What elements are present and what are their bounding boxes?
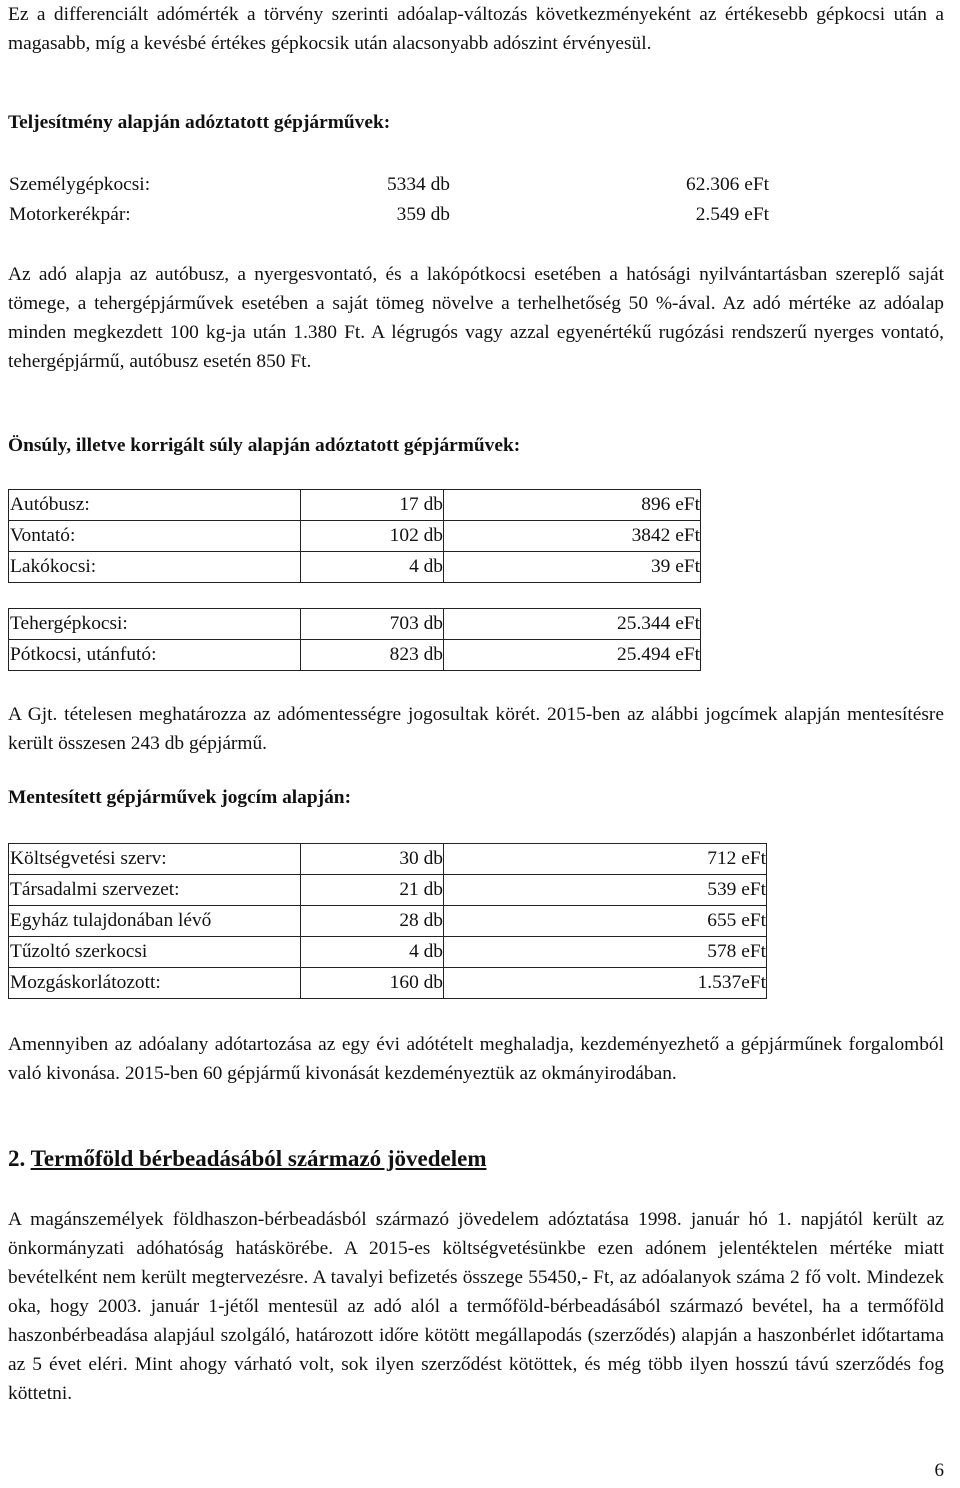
vehicle-label: Vontató: xyxy=(9,521,301,552)
weight-vehicles-table-2 xyxy=(8,608,701,671)
vehicle-amount: 578 eFt xyxy=(444,937,767,968)
table-row xyxy=(9,640,701,671)
exempt-vehicles-heading: Mentesített gépjárművek jogcím alapján: xyxy=(8,787,352,808)
vehicle-label: Személygépkocsi: xyxy=(9,174,151,195)
vehicle-label: Tehergépkocsi: xyxy=(9,609,301,640)
vehicle-label: Egyház tulajdonában lévő xyxy=(9,906,301,937)
vehicle-label: Tűzoltó szerkocsi xyxy=(9,937,301,968)
page-number: 6 xyxy=(934,1460,944,1481)
exempt-vehicles-table xyxy=(8,843,767,999)
vehicle-amount: 62.306 eFt xyxy=(686,174,769,195)
weight-vehicles-heading: Önsúly, illetve korrigált súly alapján adóztatott gépjárművek: xyxy=(8,435,521,456)
vehicle-amount: 712 eFt xyxy=(444,844,767,875)
intro-paragraph: Ez a differenciált adómérték a törvény szerinti adóalap-változás következményeként az értékesebb gépkocsi után a magasabb, míg a kevésbé értékes gépkocsik után alacsonyabb adószint érvényesül. xyxy=(8,4,944,54)
table-row xyxy=(9,844,767,875)
table-row xyxy=(9,875,767,906)
vehicle-label: Motorkerékpár: xyxy=(9,204,131,225)
vehicle-label: Lakókocsi: xyxy=(9,552,301,583)
section-title-text: Termőföld bérbeadásából származó jövedelem xyxy=(30,1146,487,1171)
vehicle-count: 4 db xyxy=(301,552,444,583)
table-row xyxy=(9,937,767,968)
vehicle-label: Társadalmi szervezet: xyxy=(9,875,301,906)
table-row xyxy=(9,521,701,552)
vehicle-count: 5334 db xyxy=(386,174,450,195)
vehicle-amount: 1.537eFt xyxy=(444,968,767,999)
vehicle-count: 160 db xyxy=(301,968,444,999)
vehicle-amount: 2.549 eFt xyxy=(695,204,769,225)
table-row xyxy=(8,200,940,230)
vehicle-count: 28 db xyxy=(301,906,444,937)
vehicle-amount: 25.494 eFt xyxy=(444,640,701,671)
vehicle-count: 359 db xyxy=(396,204,450,225)
vehicle-label: Pótkocsi, utánfutó: xyxy=(9,640,301,671)
tax-basis-paragraph: Az adó alapja az autóbusz, a nyergesvontató, és a lakópótkocsi esetében a hatósági nyilvántartásban szereplő saját tömege, a tehergépjárművek esetében a saját tömeg növelve a terhelhetőség 50 %-ával. Az adó mértéke az adóalap minden megkezdett 100 kg-ja után 1.380 Ft. A légrugós vagy azzal egyenértékű rugózási rendszerű nyerges vontató, tehergépjármű, autóbusz esetén 850 Ft. xyxy=(8,264,944,372)
weight-vehicles-table-1 xyxy=(8,489,701,583)
vehicle-count: 4 db xyxy=(301,937,444,968)
vehicle-amount: 25.344 eFt xyxy=(444,609,701,640)
vehicle-count: 102 db xyxy=(301,521,444,552)
vehicle-count: 823 db xyxy=(301,640,444,671)
empty-cell xyxy=(769,200,940,230)
vehicle-amount: 3842 eFt xyxy=(444,521,701,552)
table-row xyxy=(9,906,767,937)
exemption-paragraph: A Gjt. tételesen meghatározza az adómentességre jogosultak körét. 2015-ben az alábbi jogcímek alapján mentesítésre került összesen 243 db gépjármű. xyxy=(8,704,944,754)
table-row xyxy=(9,609,701,640)
performance-vehicles-table xyxy=(8,170,940,230)
table-row xyxy=(9,552,701,583)
empty-cell xyxy=(769,170,940,200)
section-2-title xyxy=(8,1146,486,1172)
vehicle-amount: 539 eFt xyxy=(444,875,767,906)
vehicle-label: Mozgáskorlátozott: xyxy=(9,968,301,999)
section-2-paragraph: A magánszemélyek földhaszon-bérbeadásból származó jövedelem adóztatása 1998. január hó 1. napjától került az önkormányzati adóhatóság hatáskörébe. A 2015-es költségvetésünkbe ezen adónem jelentéktelen mértéke miatt bevételként nem került megtervezésre. A tavalyi befizetés összege 55450,- Ft, az adóalanyok száma 2 fő volt. Mindezek oka, hogy 2003. január 1-jétől mentesül az adó alól a termőföld-bérbeadásából származó bevétel, ha a termőföld haszonbérbeadása alapjául szolgáló, határozott időre kötött megállapodás (szerződés) alapján a haszonbérlet időtartama az 5 évet eléri. Mint ahogy várható volt, sok ilyen szerződést kötöttek, és még több ilyen hosszú távú szerződés fog köttetni. xyxy=(8,1209,944,1404)
vehicle-count: 17 db xyxy=(301,490,444,521)
vehicle-count: 30 db xyxy=(301,844,444,875)
table-row xyxy=(9,968,767,999)
vehicle-amount: 896 eFt xyxy=(444,490,701,521)
debt-paragraph: Amennyiben az adóalany adótartozása az egy évi adótételt meghaladja, kezdeményezhető a gépjárműnek forgalomból való kivonása. 2015-ben 60 gépjármű kivonását kezdeményeztük az okmányirodában. xyxy=(8,1034,944,1084)
vehicle-amount: 39 eFt xyxy=(444,552,701,583)
vehicle-amount: 655 eFt xyxy=(444,906,767,937)
vehicle-label: Költségvetési szerv: xyxy=(9,844,301,875)
section-number: 2. xyxy=(8,1146,26,1171)
vehicle-count: 703 db xyxy=(301,609,444,640)
table-row xyxy=(8,170,940,200)
vehicle-count: 21 db xyxy=(301,875,444,906)
table-row xyxy=(9,490,701,521)
vehicle-label: Autóbusz: xyxy=(9,490,301,521)
performance-vehicles-heading: Teljesítmény alapján adóztatott gépjárművek: xyxy=(8,112,391,133)
